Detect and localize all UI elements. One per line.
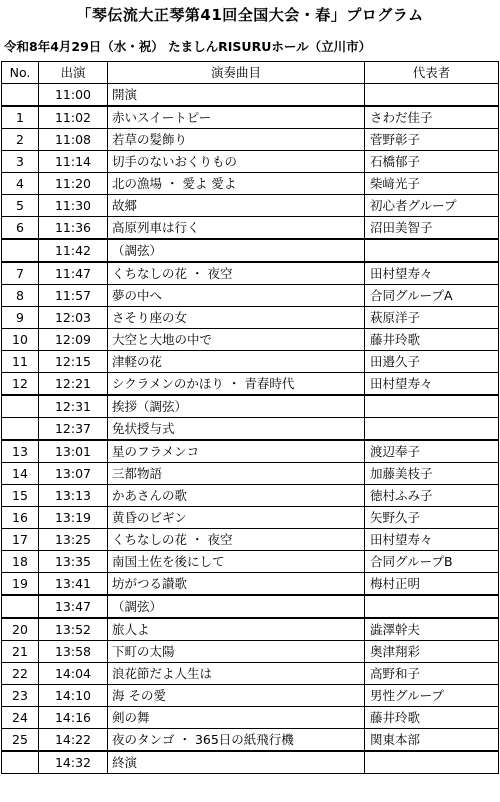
row-time: 11:57 [39,285,108,307]
row-piece: 津軽の花 [108,351,365,373]
row-piece: 海 その愛 [108,685,365,707]
table-row [2,262,499,285]
row-time: 13:25 [39,529,108,551]
row-representative: 高野和子 [365,663,499,685]
row-representative: 初心者グループ [365,195,499,217]
row-number: 9 [2,307,39,329]
table-row [2,129,499,151]
row-time: 11:20 [39,173,108,195]
row-representative: 藤井玲歌 [365,329,499,351]
row-time: 11:47 [39,262,108,285]
row-time: 11:42 [39,239,108,262]
row-piece: 高原列車は行く [108,217,365,240]
row-number [2,395,39,418]
table-row [2,329,499,351]
row-piece: 下町の太陽 [108,641,365,663]
row-time: 12:03 [39,307,108,329]
table-row [2,751,499,774]
row-piece: 夜のタンゴ ・ 365日の紙飛行機 [108,729,365,752]
row-time: 11:08 [39,129,108,151]
table-row [2,729,499,752]
row-number: 3 [2,151,39,173]
row-number: 23 [2,685,39,707]
row-number: 2 [2,129,39,151]
table-row [2,217,499,240]
row-representative: 田村望寿々 [365,262,499,285]
row-time: 12:15 [39,351,108,373]
row-number: 24 [2,707,39,729]
row-representative: 奥津翔彩 [365,641,499,663]
table-row [2,440,499,463]
row-number: 11 [2,351,39,373]
row-time: 13:47 [39,595,108,618]
row-representative: 田邉久子 [365,351,499,373]
row-representative [365,239,499,262]
row-number [2,84,39,107]
row-time: 13:19 [39,507,108,529]
row-representative [365,595,499,618]
row-number: 21 [2,641,39,663]
table-row [2,529,499,551]
header-no: No. [2,62,39,84]
row-representative [365,395,499,418]
row-time: 14:10 [39,685,108,707]
row-piece: 若草の髪飾り [108,129,365,151]
row-representative: 男性グループ [365,685,499,707]
row-piece: 黄昏のビギン [108,507,365,529]
table-row [2,685,499,707]
row-piece: 坊がつる讃歌 [108,573,365,596]
row-time: 14:22 [39,729,108,752]
row-time: 13:01 [39,440,108,463]
table-row [2,707,499,729]
row-number: 5 [2,195,39,217]
row-number: 25 [2,729,39,752]
row-time: 14:04 [39,663,108,685]
row-time: 13:58 [39,641,108,663]
row-time: 13:13 [39,485,108,507]
row-piece: 終演 [108,751,365,774]
row-time: 12:09 [39,329,108,351]
row-time: 12:37 [39,418,108,441]
table-header-row [2,62,499,84]
row-piece: 三都物語 [108,463,365,485]
header-representative: 代表者 [365,62,499,84]
row-piece: 赤いスイートピー [108,106,365,129]
row-piece: さそり座の女 [108,307,365,329]
row-number [2,751,39,774]
row-time: 11:02 [39,106,108,129]
row-time: 12:21 [39,373,108,396]
table-row [2,641,499,663]
table-row [2,418,499,441]
row-number: 14 [2,463,39,485]
row-piece: くちなしの花 ・ 夜空 [108,262,365,285]
table-row [2,485,499,507]
table-row [2,507,499,529]
row-number: 15 [2,485,39,507]
row-piece: 故郷 [108,195,365,217]
row-representative: 矢野久子 [365,507,499,529]
row-time: 11:14 [39,151,108,173]
row-number: 8 [2,285,39,307]
table-row [2,84,499,107]
row-representative [365,418,499,441]
row-time: 13:07 [39,463,108,485]
row-number: 22 [2,663,39,685]
row-piece: 浪花節だよ人生は [108,663,365,685]
row-representative: 田村望寿々 [365,373,499,396]
event-date-venue: 令和8年4月29日（水・祝） たましんRISURUホール（立川市） [4,39,372,54]
table-row [2,618,499,641]
row-time: 13:35 [39,551,108,573]
table-row [2,307,499,329]
row-number: 1 [2,106,39,129]
row-representative [365,751,499,774]
row-representative: 梅村正明 [365,573,499,596]
table-row [2,195,499,217]
row-representative: 田村望寿々 [365,529,499,551]
row-piece: 切手のないおくりもの [108,151,365,173]
table-row [2,351,499,373]
row-number: 16 [2,507,39,529]
table-row [2,463,499,485]
row-time: 11:36 [39,217,108,240]
row-number: 20 [2,618,39,641]
table-row [2,395,499,418]
row-piece: 北の漁場 ・ 愛よ 愛よ [108,173,365,195]
header-time: 出演 [39,62,108,84]
row-piece: 剣の舞 [108,707,365,729]
row-number: 17 [2,529,39,551]
row-number [2,239,39,262]
row-representative: 柴﨑光子 [365,173,499,195]
row-piece: （調弦） [108,595,365,618]
row-representative: 合同グループA [365,285,499,307]
table-row [2,551,499,573]
row-number: 13 [2,440,39,463]
table-row [2,239,499,262]
row-piece: （調弦） [108,239,365,262]
row-piece: 開演 [108,84,365,107]
row-time: 12:31 [39,395,108,418]
table-row [2,373,499,396]
row-time: 13:52 [39,618,108,641]
table-row [2,573,499,596]
row-number [2,595,39,618]
row-time: 13:41 [39,573,108,596]
program-title: 「琴伝流大正琴第41回全国大会・春」プログラム [76,6,424,24]
row-piece: 免状授与式 [108,418,365,441]
row-time: 11:00 [39,84,108,107]
row-number: 12 [2,373,39,396]
row-representative: 徳村ふみ子 [365,485,499,507]
header-piece: 演奏曲目 [108,62,365,84]
row-representative: 澁澤幹夫 [365,618,499,641]
row-piece: 夢の中へ [108,285,365,307]
row-number: 6 [2,217,39,240]
table-row [2,285,499,307]
row-number: 7 [2,262,39,285]
table-row [2,663,499,685]
row-number: 19 [2,573,39,596]
row-representative: 萩原洋子 [365,307,499,329]
row-number: 4 [2,173,39,195]
row-number: 10 [2,329,39,351]
row-representative: 合同グループB [365,551,499,573]
row-representative: 渡辺奉子 [365,440,499,463]
program-table [1,61,499,774]
row-piece: 挨拶（調弦） [108,395,365,418]
row-number [2,418,39,441]
table-row [2,151,499,173]
row-piece: シクラメンのかほり ・ 青春時代 [108,373,365,396]
row-representative: 石橋郁子 [365,151,499,173]
row-piece: 星のフラメンコ [108,440,365,463]
row-representative: 沼田美智子 [365,217,499,240]
row-piece: 南国土佐を後にして [108,551,365,573]
row-representative: 加藤美枝子 [365,463,499,485]
table-row [2,595,499,618]
row-piece: かあさんの歌 [108,485,365,507]
row-time: 14:32 [39,751,108,774]
row-time: 11:30 [39,195,108,217]
row-representative: 藤井玲歌 [365,707,499,729]
row-piece: くちなしの花 ・ 夜空 [108,529,365,551]
row-representative: 関東本部 [365,729,499,752]
row-piece: 大空と大地の中で [108,329,365,351]
row-representative: 菅野彰子 [365,129,499,151]
table-row [2,173,499,195]
row-number: 18 [2,551,39,573]
program-rows [2,84,499,774]
row-representative: さわだ佳子 [365,106,499,129]
row-representative [365,84,499,107]
row-time: 14:16 [39,707,108,729]
table-row [2,106,499,129]
row-piece: 旅人よ [108,618,365,641]
